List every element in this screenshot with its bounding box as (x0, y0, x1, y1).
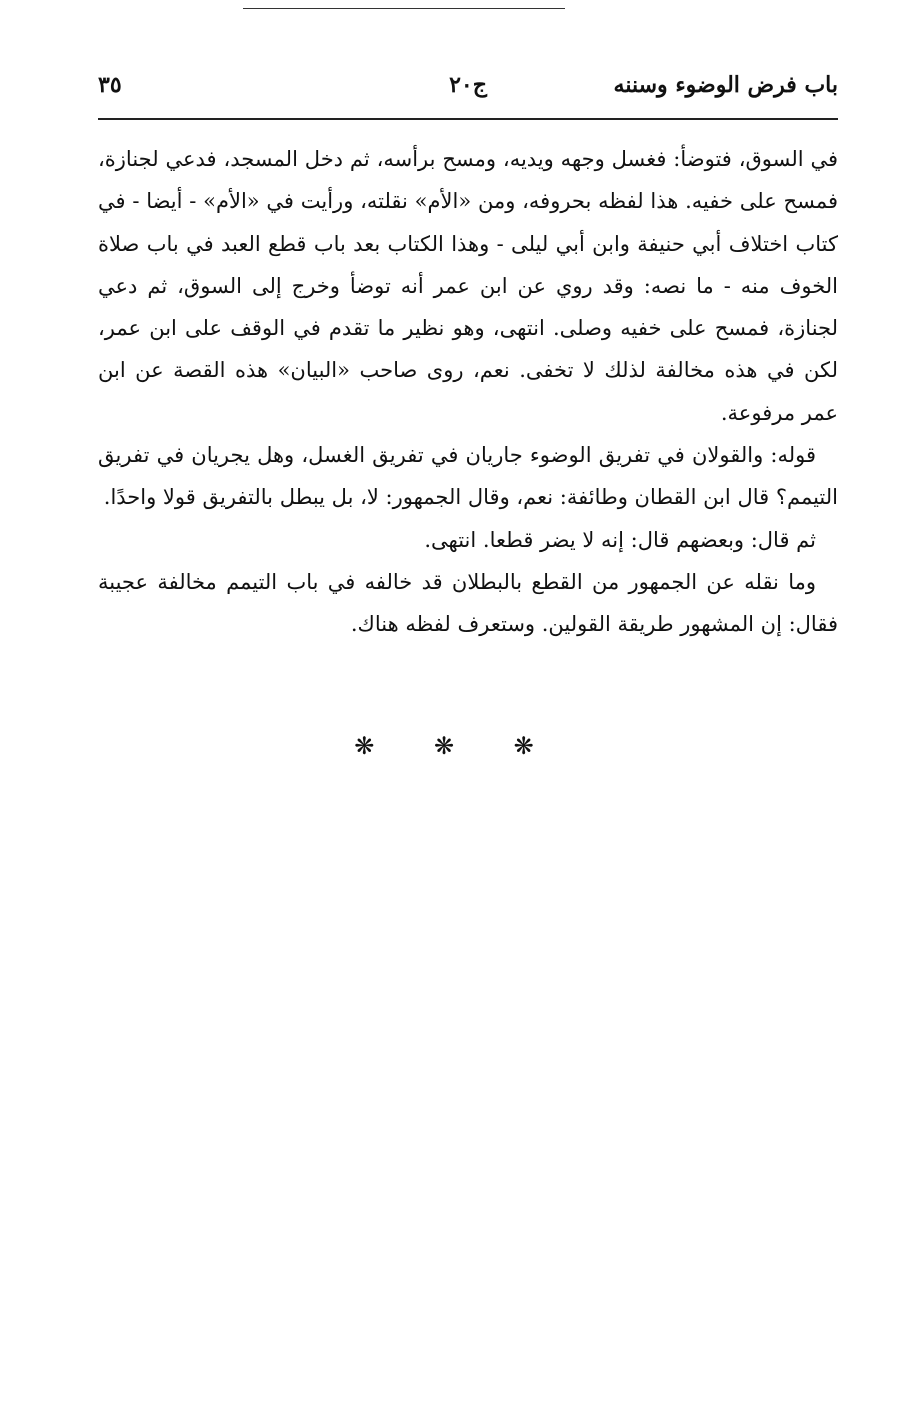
paragraph-3: ثم قال: وبعضهم قال: إنه لا يضر قطعا. انتهى. (424, 527, 816, 552)
top-rule (243, 8, 565, 9)
paragraph-2: قوله: والقولان في تفريق الوضوء جاريان في تفريق الغسل، وهل يجريان في تفريق التيمم؟ قال ابن القطان وطائفة: نعم، وقال الجمهور: لا، بل يبطل بالتفريق قولا واحدًا. (98, 443, 838, 510)
running-title: باب فرض الوضوء وسننه (613, 72, 838, 98)
page-header (98, 72, 838, 112)
section-divider-stars: ❋ ❋ ❋ (354, 732, 560, 760)
page-body (98, 138, 838, 646)
header-rule (98, 118, 838, 120)
page-number: ٣٥ (98, 72, 122, 98)
volume-number: ج٢٠ (449, 72, 487, 98)
paragraph-1: في السوق، فتوضأ: فغسل وجهه ويديه، ومسح برأسه، ثم دخل المسجد، فدعي لجنازة، فمسح على خفيه. هذا لفظه بحروفه، ومن «الأم» نقلته، ورأيت في «الأم» - أيضا - في كتاب اختلاف أبي حنيفة وابن أبي ليلى - وهذا الكتاب بعد باب قطع العبد في باب صلاة الخوف منه - ما نصه: وقد روي عن ابن عمر أنه توضأ وخرج إلى السوق، ثم دعي لجنازة، فمسح على خفيه وصلى. انتهى، وهو نظير ما تقدم في الوقف على ابن عمر، لكن في هذه مخالفة لذلك لا تخفى. نعم، روى صاحب «البيان» هذه القصة عن ابن عمر مرفوعة. (98, 147, 838, 425)
paragraph-4: وما نقله عن الجمهور من القطع بالبطلان قد خالفه في باب التيمم مخالفة عجيبة فقال: إن المشهور طريقة القولين. وستعرف لفظه هناك. (98, 569, 838, 637)
